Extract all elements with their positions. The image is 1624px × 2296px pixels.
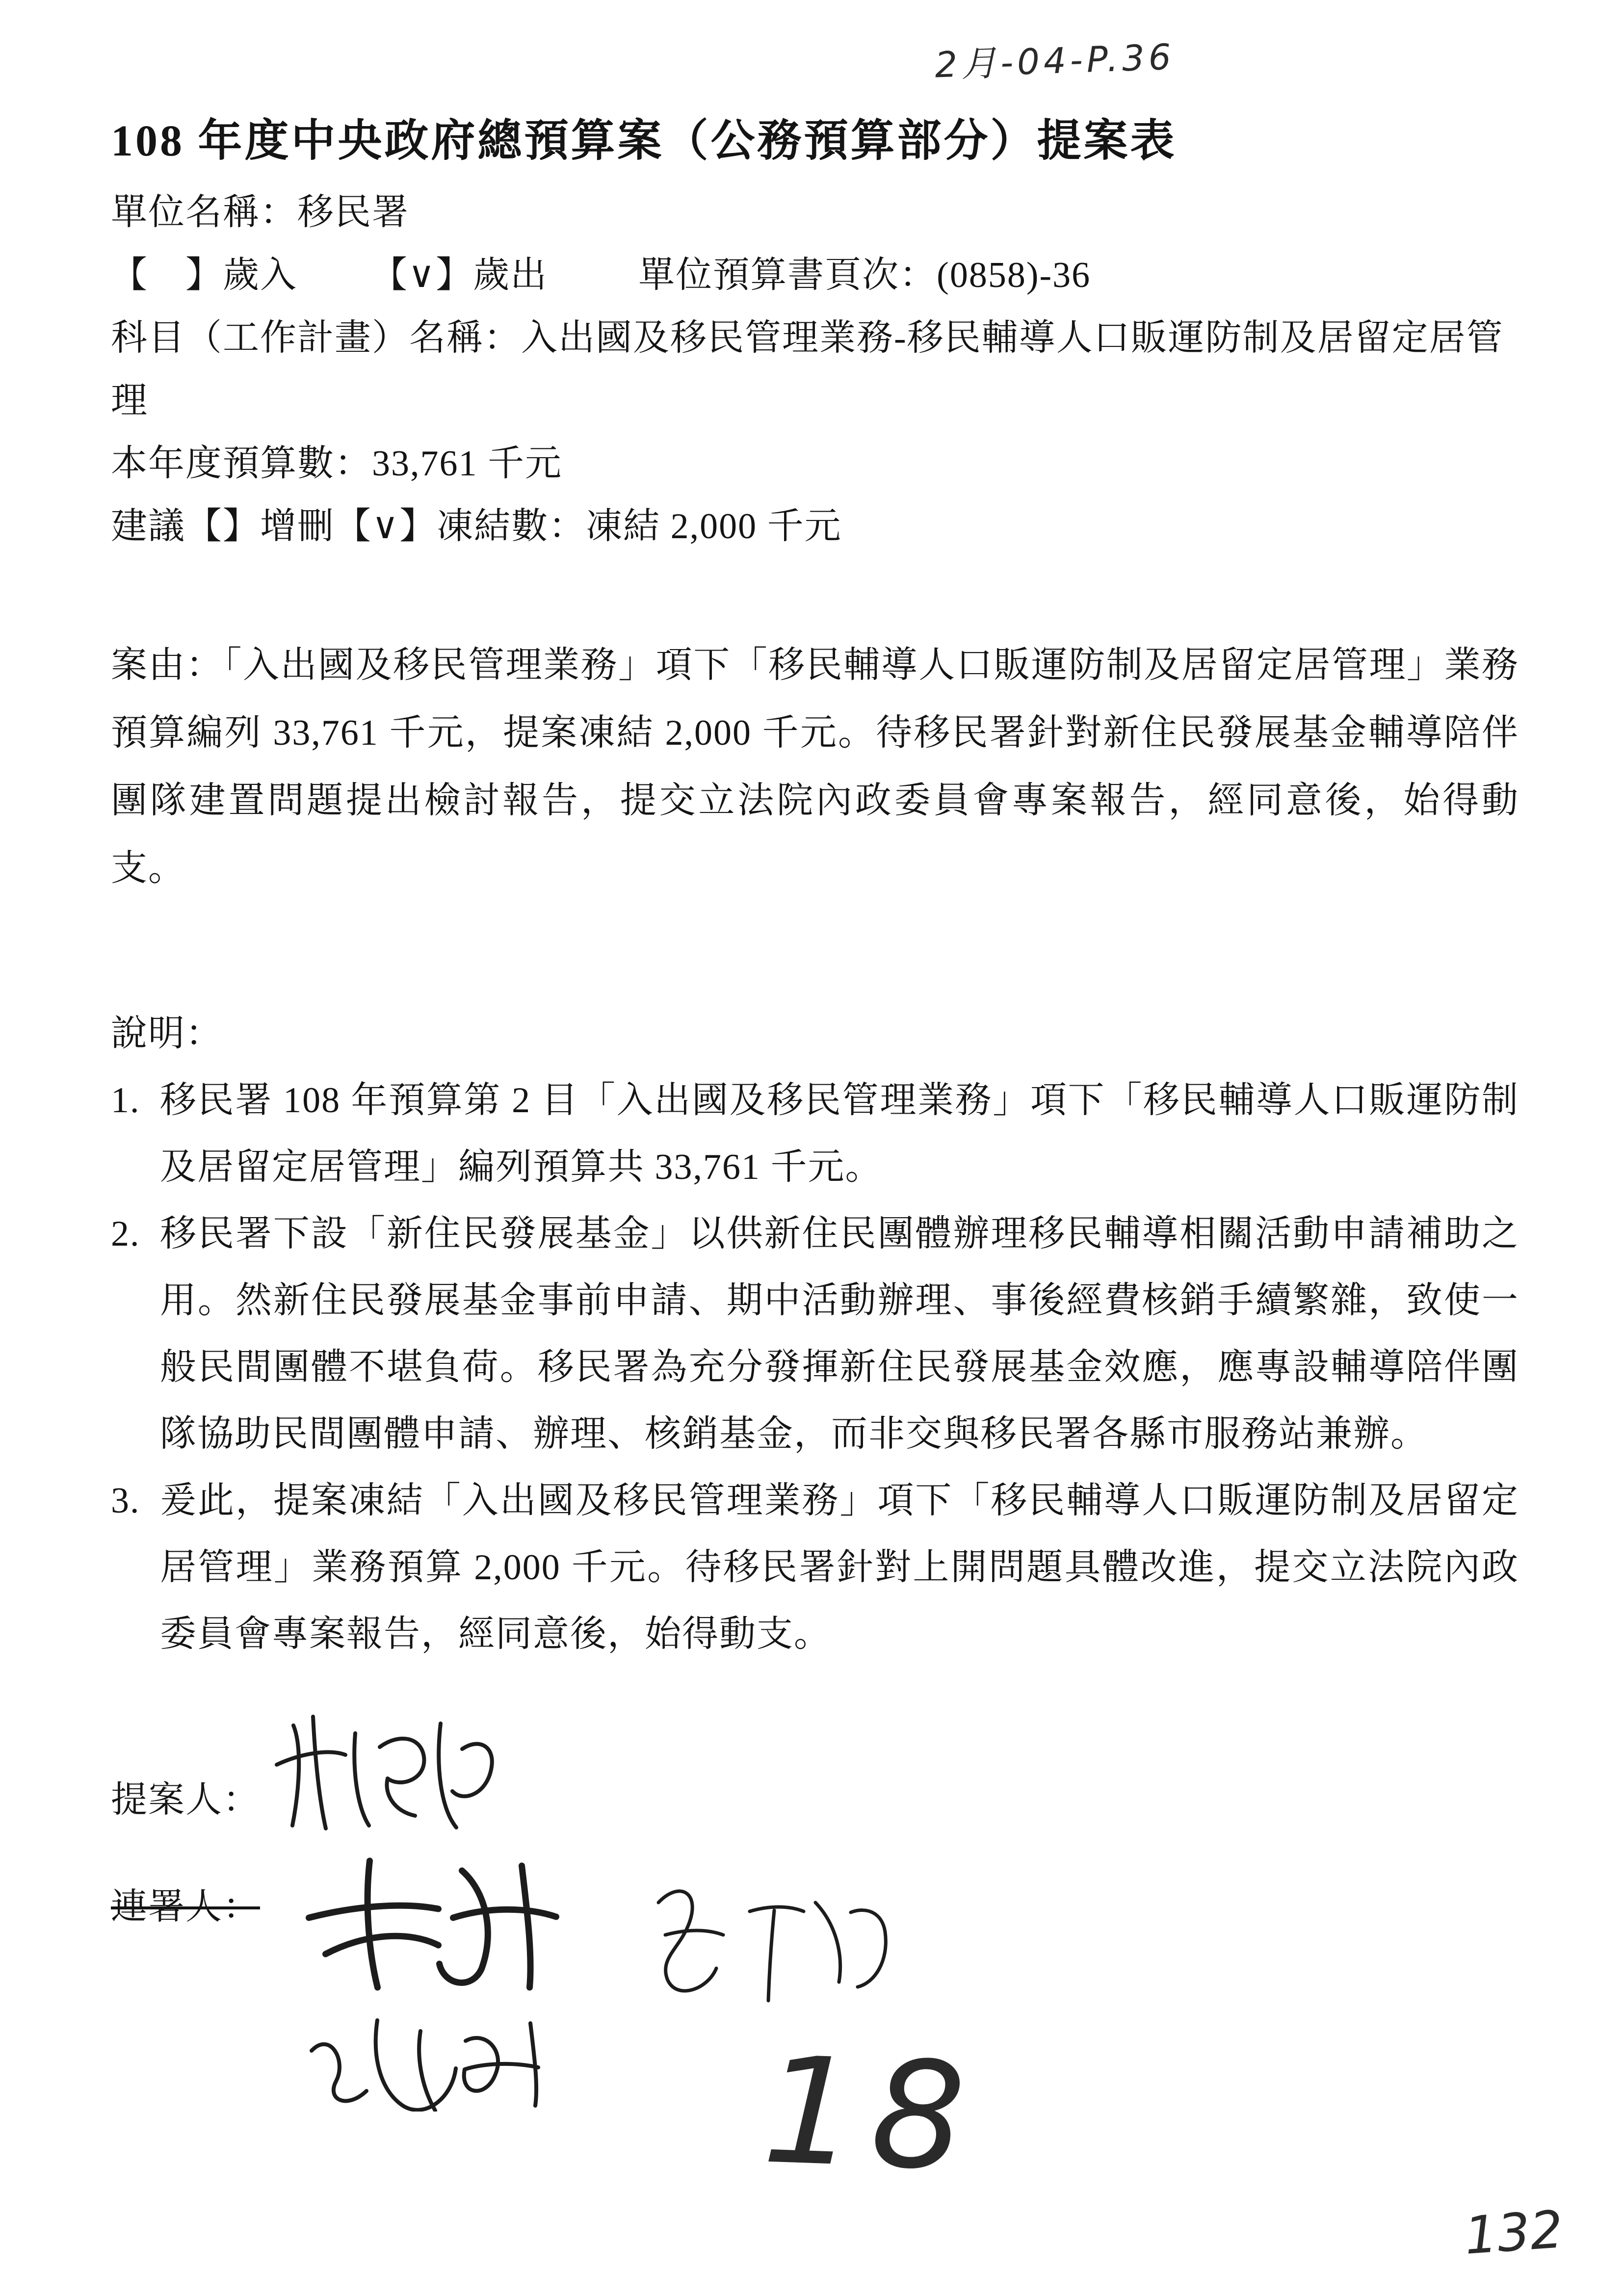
explanation-heading: 說明： xyxy=(111,1013,223,1054)
handwritten-page-number: 18 xyxy=(760,2025,983,2204)
explanation-item-number: 3. xyxy=(111,1480,140,1521)
unit-name-line: 單位名稱：移民署 xyxy=(111,192,409,233)
explanation-item xyxy=(111,1067,1519,1200)
revenue-checkbox-label: 【 】歲入 xyxy=(111,255,297,295)
cosigner-handwritten-signature-1 xyxy=(288,1844,619,1991)
proposer-label: 提案人： xyxy=(111,1779,260,1820)
cosigner-label-struck-through: 連署人： xyxy=(111,1886,260,1927)
explanation-item xyxy=(111,1467,1519,1668)
explanation-item-number: 1. xyxy=(111,1080,140,1121)
current-year-budget-line: 本年度預算數：33,761 千元 xyxy=(111,443,562,484)
case-description-paragraph: 案由：「入出國及移民管理業務」項下「移民輔導人口販運防制及居留定居管理」業務預算編列 33,761 千元，提案凍結 2,000 千元。待移民署針對新住民發展基金輔導陪伴團隊建置問題提出檢討報告，提交立法院內政委員會專案報告，經同意後，始得動支。 xyxy=(111,645,1519,888)
cosigner-handwritten-signature-2 xyxy=(636,1861,930,2018)
cosigner-handwritten-signature-3 xyxy=(300,1994,575,2112)
explanation-item-text: 爰此，提案凍結「入出國及移民管理業務」項下「移民輔導人口販運防制及居留定居管理」業務預算 2,000 千元。待移民署針對上開問題具體改進，提交立法院內政委員會專案報告，經同意後，始得動支。 xyxy=(160,1480,1519,1654)
expenditure-checkbox-label: 【∨】歲出 xyxy=(371,255,548,295)
explanation-item-number: 2. xyxy=(111,1213,140,1254)
explanation-section xyxy=(111,1000,1519,1668)
budget-type-line xyxy=(111,244,1519,307)
subject-line: 科目（工作計畫）名稱：入出國及移民管理業務-移民輔導人口販運防制及居留定居管理 xyxy=(111,317,1504,421)
handwritten-corner-note: 132 xyxy=(1462,2199,1565,2266)
document-title: 108 年度中央政府總預算案（公務預算部分）提案表 xyxy=(111,117,1177,165)
handwritten-date-note: 2月-04-P.36 xyxy=(934,36,1176,86)
explanation-item-text: 移民署下設「新住民發展基金」以供新住民團體辦理移民輔導相關活動申請補助之用。然新住民發展基金事前申請、期中活動辦理、事後經費核銷手續繁雜，致使一般民間團體不堪負荷。移民署為充分發揮新住民發展基金效應，應專設輔導陪伴團隊協助民間團體申請、辦理、核銷基金，而非交與移民署各縣市服務站兼辦。 xyxy=(160,1213,1519,1454)
explanation-item-text: 移民署 108 年預算第 2 目「入出國及移民管理業務」項下「移民輔導人口販運防制及居留定居管理」編列預算共 33,761 千元。 xyxy=(160,1080,1519,1187)
freeze-proposal-line: 建議【】增刪【∨】凍結數：凍結 2,000 千元 xyxy=(111,506,842,547)
budget-book-page-ref: 單位預算書頁次：(0858)-36 xyxy=(638,255,1091,295)
document-content xyxy=(111,114,1519,2212)
explanation-item xyxy=(111,1200,1519,1467)
proposer-handwritten-signature xyxy=(268,1702,503,1844)
